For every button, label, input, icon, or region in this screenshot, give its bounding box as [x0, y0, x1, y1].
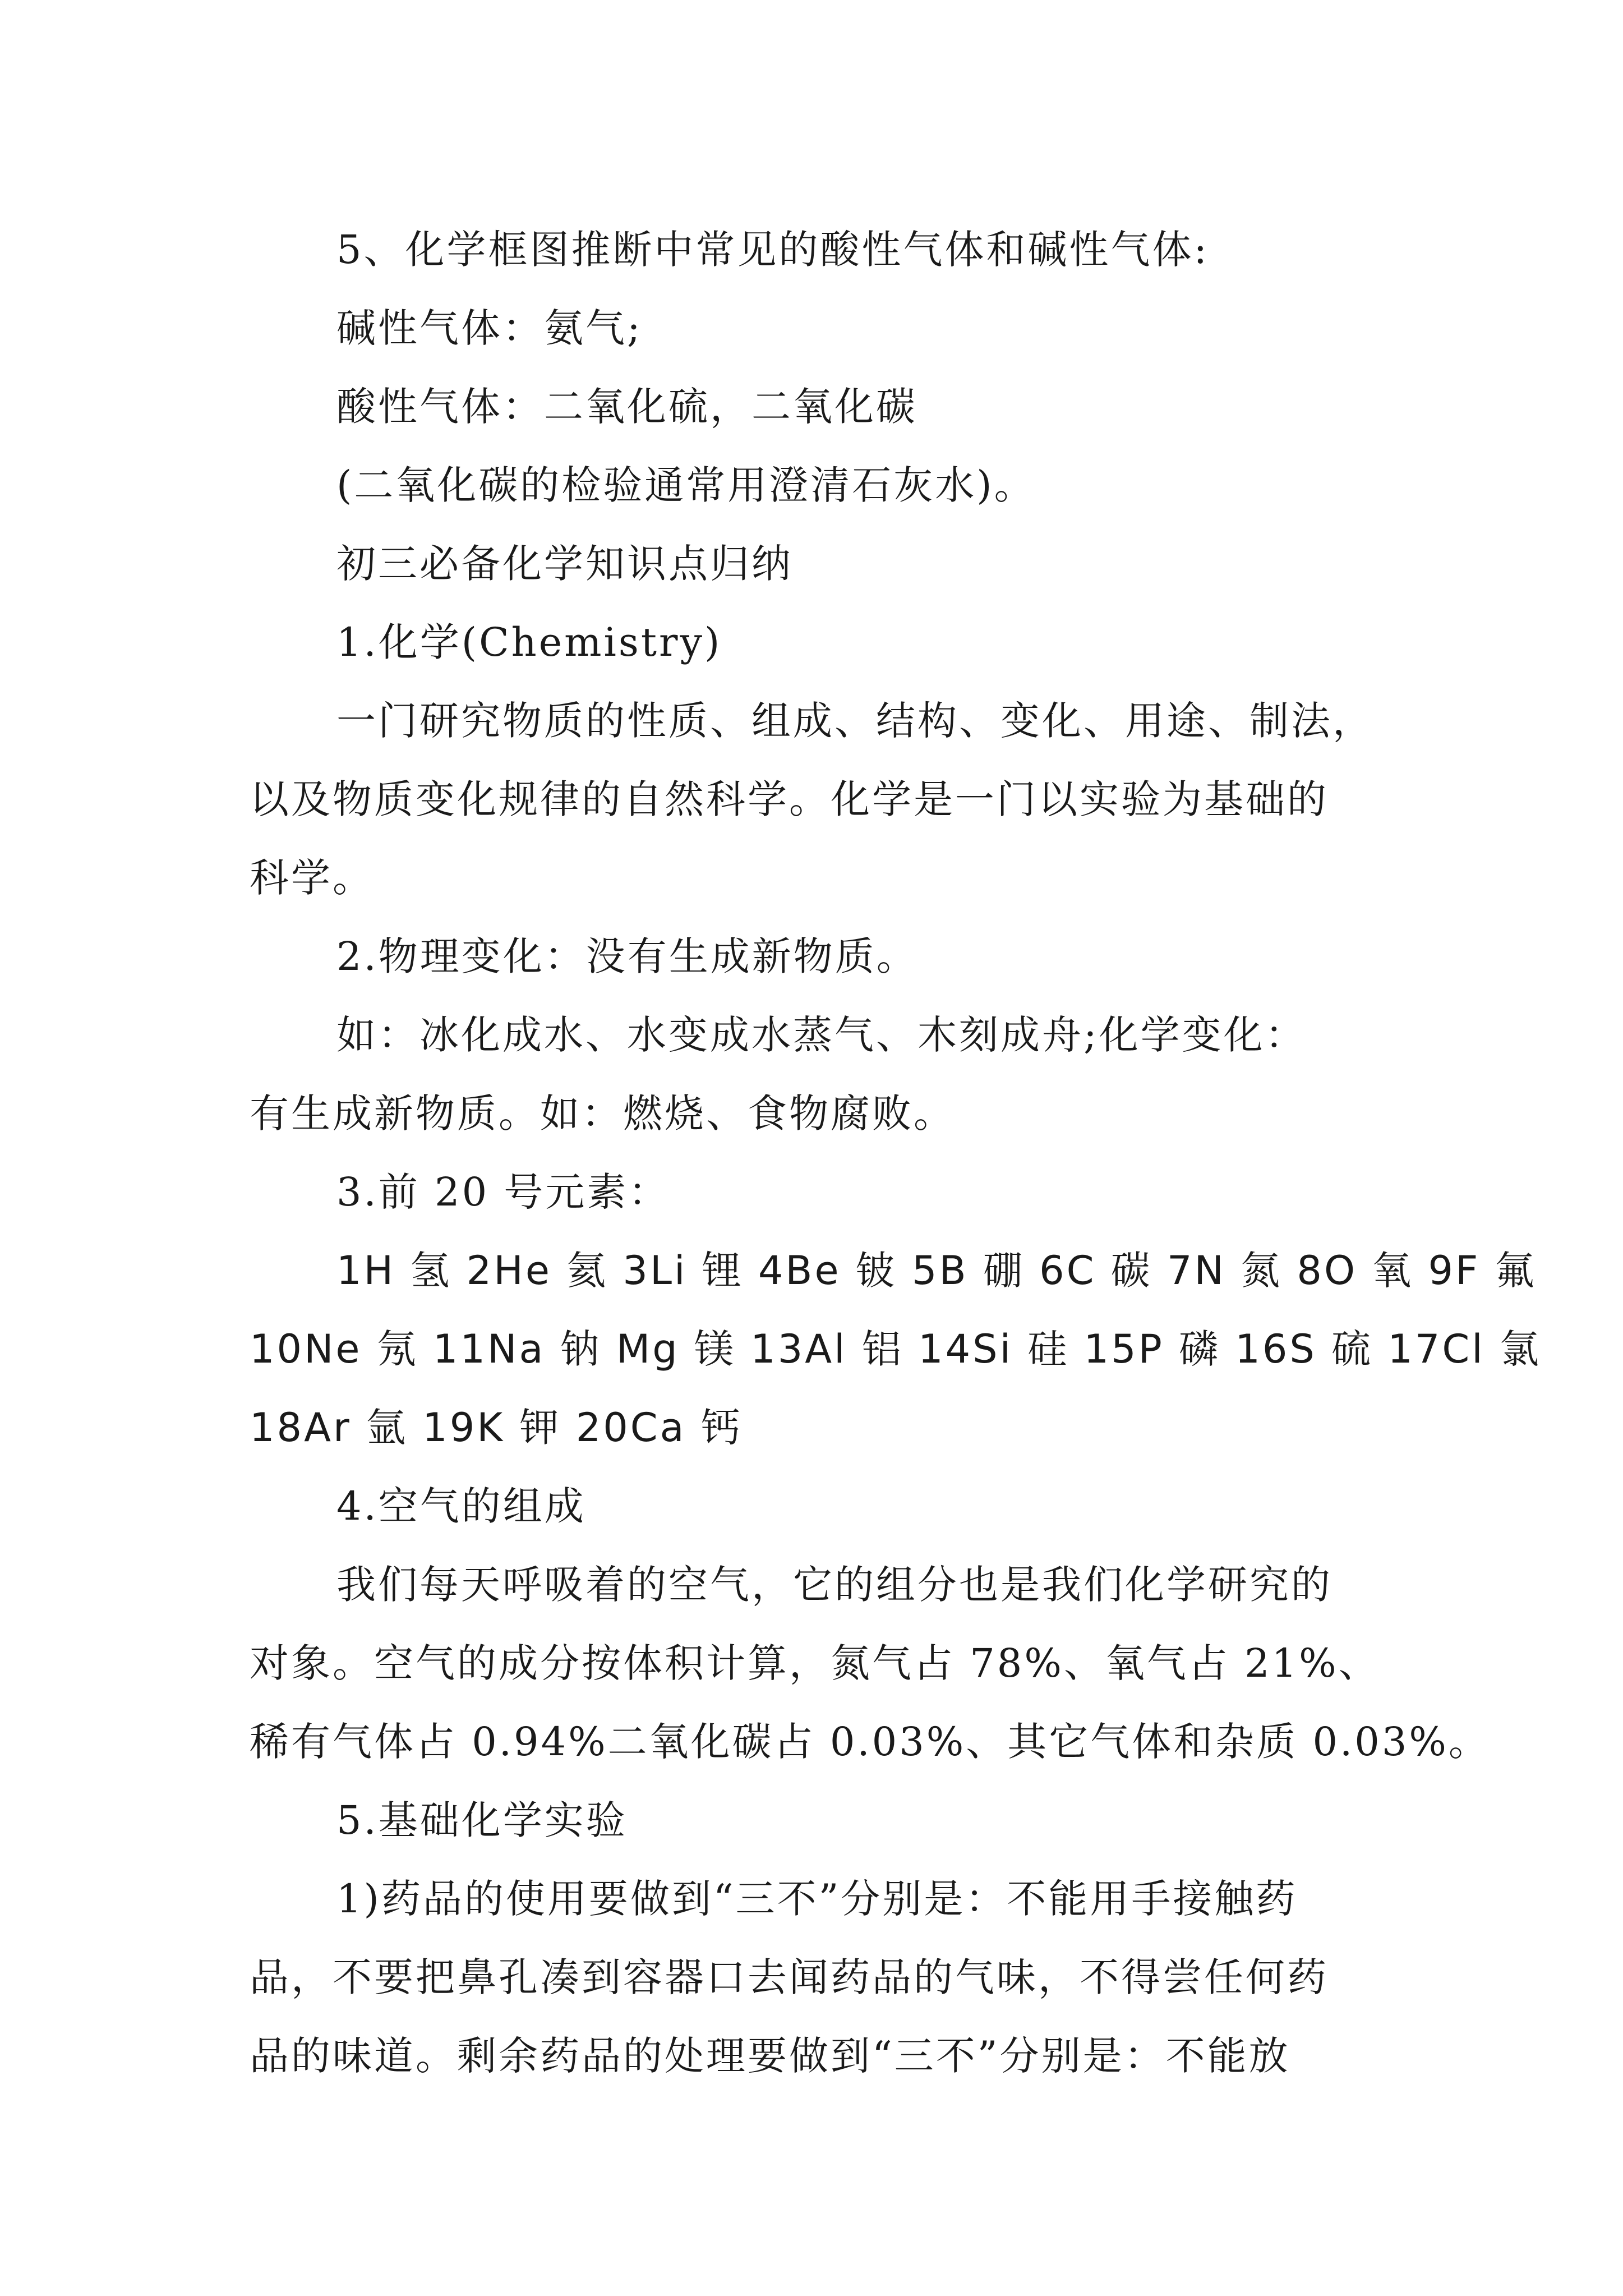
line-section-5-heading: 5、化学框图推断中常见的酸性气体和碱性气体:: [336, 227, 1210, 273]
line-elements-2: 10Ne 氖 11Na 钠 Mg 镁 13Al 铝 14Si 硅 15P 磷 16S 硫 17Cl 氯: [250, 1326, 1541, 1372]
line-chemistry-definition-2: 以及物质变化规律的自然科学。化学是一门以实验为基础的: [250, 776, 1329, 822]
line-item-1-heading: 1.化学(Chemistry): [336, 619, 722, 665]
line-chemical-change-examples: 有生成新物质。如：燃烧、食物腐败。: [250, 1091, 955, 1137]
line-basic-gas: 碱性气体：氨气;: [336, 305, 643, 351]
line-chemistry-definition-1: 一门研究物质的性质、组成、结构、变化、用途、制法，: [336, 698, 1374, 744]
line-experiment-rule-1: 1)药品的使用要做到“三不”分别是：不能用手接触药: [336, 1876, 1298, 1922]
line-acid-gas: 酸性气体：二氧化硫，二氧化碳: [336, 384, 917, 430]
line-physical-change-examples: 如：冰化成水、水变成水蒸气、木刻成舟;化学变化：: [336, 1012, 1307, 1058]
line-item-3-heading: 3.前 20 号元素：: [336, 1169, 670, 1215]
line-air-composition-2: 对象。空气的成分按体积计算，氮气占 78%、氧气占 21%、: [250, 1640, 1380, 1686]
line-summary-title: 初三必备化学知识点归纳: [336, 541, 793, 587]
line-item-4-heading: 4.空气的组成: [336, 1483, 586, 1529]
line-air-composition-1: 我们每天呼吸着的空气，它的组分也是我们化学研究的: [336, 1562, 1332, 1608]
document-body: [250, 210, 1541, 2095]
line-item-2-heading: 2.物理变化：没有生成新物质。: [336, 933, 918, 979]
line-co2-test: (二氧化碳的检验通常用澄清石灰水)。: [336, 462, 1036, 508]
line-experiment-rule-3: 品的味道。剩余药品的处理要做到“三不”分别是：不能放: [250, 2033, 1290, 2079]
line-chemistry-definition-3: 科学。: [250, 855, 374, 901]
line-elements-1: 1H 氢 2He 氦 3Li 锂 4Be 铍 5B 硼 6C 碳 7N 氮 8O 氧 9F 氟: [336, 1248, 1537, 1294]
line-item-5-heading: 5.基础化学实验: [336, 1797, 628, 1843]
line-experiment-rule-2: 品，不要把鼻孔凑到容器口去闻药品的气味，不得尝任何药: [250, 1954, 1329, 2000]
line-elements-3: 18Ar 氩 19K 钾 20Ca 钙: [250, 1405, 743, 1451]
line-air-composition-3: 稀有气体占 0.94%二氧化碳占 0.03%、其它气体和杂质 0.03%。: [250, 1719, 1490, 1765]
